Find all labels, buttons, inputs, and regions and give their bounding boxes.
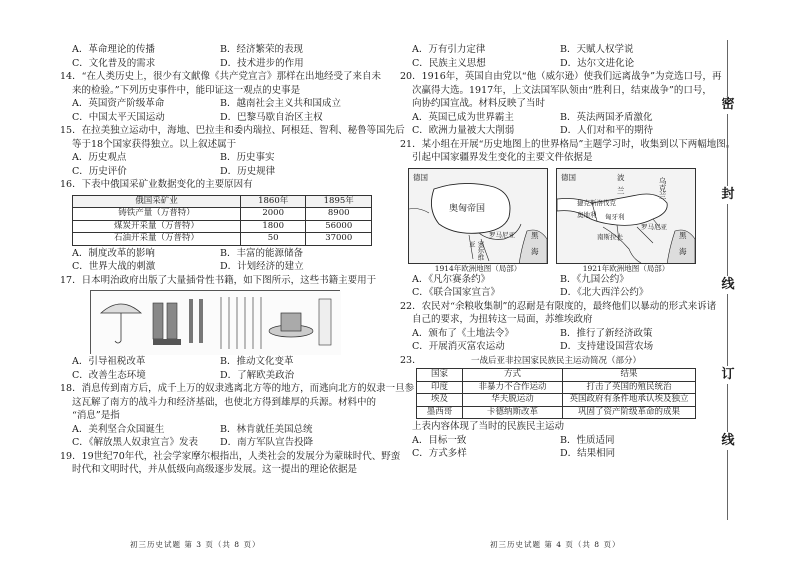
q20-options-row2 (400, 125, 700, 139)
q20-options-row1 (400, 112, 700, 126)
q19-options-row1 (400, 44, 700, 58)
option: A．颁布了《土地法令》 (412, 327, 514, 339)
option: C．方式多样 (412, 448, 467, 460)
option: D．人们对和平的期待 (560, 125, 654, 136)
option: B．历史事实 (220, 152, 275, 163)
q23-stem: 上表内容体现了当时的民族民主运动 (412, 421, 565, 433)
map-1921-image (556, 168, 696, 264)
option: C．开展消灭富农运动 (412, 341, 505, 353)
table-row (417, 406, 696, 419)
map-caption: 1921年欧洲地图（局部） (582, 263, 670, 273)
q13-options-row2 (60, 58, 372, 72)
map-1914-image (408, 168, 548, 264)
option: A．引导祖税改革 (72, 356, 146, 367)
q17-options-row2 (60, 370, 372, 384)
q18-options-row2 (60, 437, 372, 451)
map-label: 黑 (531, 230, 539, 240)
table-cell: 墨西哥 (417, 406, 463, 419)
option: B．推动文化变革 (220, 356, 294, 367)
option: D．南方军队宣告投降 (220, 437, 314, 448)
q17-stem: 17．日本明治政府出版了大量插骨性书籍，如下图所示，这些书籍主要用于 (60, 274, 377, 286)
q21-options-row2 (400, 287, 700, 301)
option: D．结果相同 (560, 448, 616, 460)
q19-options-row2 (400, 58, 700, 72)
q16-table (72, 195, 372, 246)
q22-options-row2 (400, 341, 700, 355)
table-cell: 铸铁产量（万普特） (73, 208, 241, 221)
map-label: 波 (617, 172, 625, 182)
option: D．计划经济的建立 (220, 261, 304, 272)
q18-stem: “消息”是指 (72, 410, 120, 421)
map-1921 (556, 168, 696, 274)
q22-options-row1 (400, 328, 700, 342)
option: B．林肯就任美国总统 (220, 423, 313, 435)
table-cell: 埃及 (417, 394, 463, 407)
table-cell: 50 (240, 233, 306, 246)
table-cell: 打击了英国的殖民统治 (563, 381, 696, 394)
q15-stem: 等于18个国家获得独立。以上叙述属于 (72, 138, 237, 150)
option: A．英国已成为世界霸主 (412, 111, 514, 123)
right-column (400, 44, 736, 462)
map-label: 南斯拉夫 (597, 232, 623, 241)
q23-block (400, 355, 700, 422)
option: C．文化普及的需求 (72, 57, 156, 69)
table-header: 俄国采矿业 (73, 195, 241, 208)
q15-options-row2 (60, 166, 372, 180)
seal-char: 密 (719, 96, 737, 114)
q21-stem: 引起中国家疆界发生变化的主要文件依据是 (412, 152, 593, 163)
q23-options-row2 (400, 448, 700, 462)
option: D．达尔文进化论 (560, 57, 635, 69)
option: A．万有引力定律 (412, 44, 486, 55)
table-cell: 印度 (417, 381, 463, 394)
option: D．《北大西洋公约》 (560, 287, 649, 299)
seal-char: 订 (719, 366, 737, 384)
seal-char: 线 (719, 276, 737, 294)
seal-char: 线 (719, 432, 737, 450)
map-label: 匈牙利 (605, 212, 625, 221)
option: D．历史规律 (220, 165, 276, 177)
map-label: 海 (531, 246, 539, 256)
table-cell: 37000 (306, 233, 372, 246)
table-row (73, 220, 372, 233)
q14-stem: 14．“在人类历史上，很少有文献像《共产党宣言》那样在出地经受了来自未 (60, 71, 381, 82)
option: A．革命理论的传播 (72, 44, 155, 55)
option: B．天赋人权学说 (560, 44, 634, 55)
option: A．制度改革的影响 (72, 247, 155, 259)
table-header: 1860年 (240, 195, 306, 208)
map-label: 黑 (679, 230, 687, 240)
q16-stem: 16．下表中俄国采矿业数据变化的主要原因有 (60, 179, 253, 190)
seal-line-margin (712, 0, 742, 562)
map-label: 塞尔维亚 (467, 240, 485, 260)
map-label: 捷克斯洛伐克 (577, 198, 616, 207)
option: D．技术进步的作用 (220, 57, 304, 69)
map-label: 德国 (413, 172, 428, 182)
option: D．支持建设国营农场 (560, 341, 654, 353)
q20-stem: 20．1916年，英国自由党以“他（威尔逊）使我们远离战争”为竞选口号，再 (400, 71, 722, 82)
map-label: 罗马尼亚 (489, 230, 515, 239)
q16-options-row1 (60, 248, 372, 262)
table-row (417, 381, 696, 394)
map-label: 兰 (617, 185, 625, 195)
map-label: 奥匈帝国 (449, 203, 486, 214)
option: D．了解欧美政治 (220, 369, 295, 381)
table-cell: 煤炭开采量（万普特） (73, 220, 241, 233)
map-label: 乌克兰 (658, 176, 668, 199)
option: B．经济繁荣的表现 (220, 44, 303, 55)
option: B．推行了新经济政策 (560, 327, 653, 339)
table-row (73, 208, 372, 221)
table-row (417, 394, 696, 407)
table-cell: 卡德纳斯改革 (463, 406, 563, 419)
table-cell: 英国政府有条件地承认埃及独立 (563, 394, 696, 407)
q17-options-row1 (60, 356, 372, 370)
table-cell: 56000 (306, 220, 372, 233)
q15-options-row1 (60, 152, 372, 166)
table-cell: 1800 (240, 220, 306, 233)
table-cell: 非暴力不合作运动 (463, 381, 563, 394)
map-label: 海 (679, 246, 687, 256)
q14-options-row2 (60, 112, 372, 126)
option: B．丰富的能源储备 (220, 247, 303, 259)
q20-stem: 向协约国宣战。材料反映了当时 (412, 98, 546, 109)
option: D．巴黎马歇自治区主权 (220, 111, 323, 123)
q15-stem: 15．在拉美独立运动中，海地、巴拉圭和委内瑞拉、阿根廷、智利、秘鲁等国先后 (60, 125, 405, 136)
table-header: 方式 (463, 369, 563, 382)
table-cell: 2000 (240, 208, 306, 221)
option: A．美利坚合众国诞生 (72, 423, 165, 435)
seal-char: 封 (719, 186, 737, 204)
q18-options-row1 (60, 424, 372, 438)
book-illustration-image (91, 291, 341, 355)
q18-stem: 18．消息传到南方后，成千上万的奴隶逃离北方等的地方，而逃向北方的奴隶一旦参 (60, 383, 415, 394)
table-header: 1895年 (306, 195, 372, 208)
table-cell: 巩固了资产阶级革命的成果 (563, 406, 696, 419)
table-header: 国家 (417, 369, 463, 382)
option: C．《联合国家宣言》 (412, 287, 501, 299)
option: B．性质适同 (560, 434, 615, 446)
q21-maps (408, 168, 700, 274)
q18-stem: 这瓦解了南方的战斗力和经济基础，也使北方得到雄厚的兵源。材料中的 (72, 396, 377, 408)
option: C．历史评价 (72, 165, 127, 177)
table-cell: 8900 (306, 208, 372, 221)
option: C．民族主义思想 (412, 57, 486, 69)
option: B．越南社会主义共和国成立 (220, 98, 341, 109)
q22-stem: 自己的要求，为扭转这一局面，苏维埃政府 (412, 314, 593, 326)
map-label: 罗马尼亚 (641, 222, 667, 231)
q19-stem: 时代和文明时代，并从低级向高级逐步发展。这一提出的理论依据是 (72, 464, 358, 475)
q19-stem: 19．19世纪70年代，社会学家摩尔根指出，人类社会的发展分为蒙昧时代、野蛮 (60, 450, 401, 462)
table-row (73, 233, 372, 246)
option: C．中国太平天国运动 (72, 111, 165, 123)
q21-stem: 21．某小组在开展“历史地图上的世界格局”主题学习时，收集到以下两幅地图。 (400, 138, 736, 150)
q22-stem: 22．农民对“余粮收集制”的忍耐是有限度的，最终他们以暴动的形式来诉诸 (400, 300, 717, 312)
q13-options-row1 (60, 44, 372, 58)
table-caption: 一战后亚非拉国家民族民主运动简况（部分） (470, 356, 641, 367)
option: A．《凡尔赛条约》 (412, 273, 491, 285)
table-cell: 华夫脱运动 (463, 394, 563, 407)
q23-options-row1 (400, 435, 700, 449)
map-label: 德国 (561, 172, 576, 182)
q21-options-row1 (400, 274, 700, 288)
q17-illustration (90, 290, 340, 354)
q16-options-row2 (60, 261, 372, 275)
page-footer-right: 初三历史试题 第 4 页（共 8 页） (490, 540, 621, 549)
map-label: 奥地利 (577, 210, 597, 219)
option: A．目标一致 (412, 434, 467, 446)
option: C．世界大战的刺激 (72, 261, 156, 272)
map-caption: 1914年欧洲地图（局部） (434, 263, 522, 273)
option: B．英法两国矛盾激化 (560, 111, 653, 123)
option: A．历史观点 (72, 152, 127, 163)
option: C．《解放黑人奴隶宣言》发表 (72, 437, 199, 448)
option: B．《九国公约》 (560, 273, 629, 285)
page-footer-left: 初三历史试题 第 3 页（共 8 页） (130, 540, 261, 549)
option: C．改善生态环境 (72, 369, 146, 381)
option: C．欧洲力量被大大削弱 (412, 125, 515, 136)
q23-number: 23． (400, 354, 422, 366)
q23-table (416, 356, 696, 420)
option: A．英国资产阶级革命 (72, 98, 165, 109)
q14-options-row1 (60, 98, 372, 112)
q14-stem: 来的检验。”下列历史事件中，能印证这一观点的史事是 (72, 84, 301, 96)
table-cell: 石油开采量（万普特） (73, 233, 241, 246)
table-header: 结果 (563, 369, 696, 382)
q20-stem: 次赢得大选。1917年，上文法国军队领由“胜利日，结束战争”的口号， (412, 84, 712, 96)
map-1914 (408, 168, 548, 274)
